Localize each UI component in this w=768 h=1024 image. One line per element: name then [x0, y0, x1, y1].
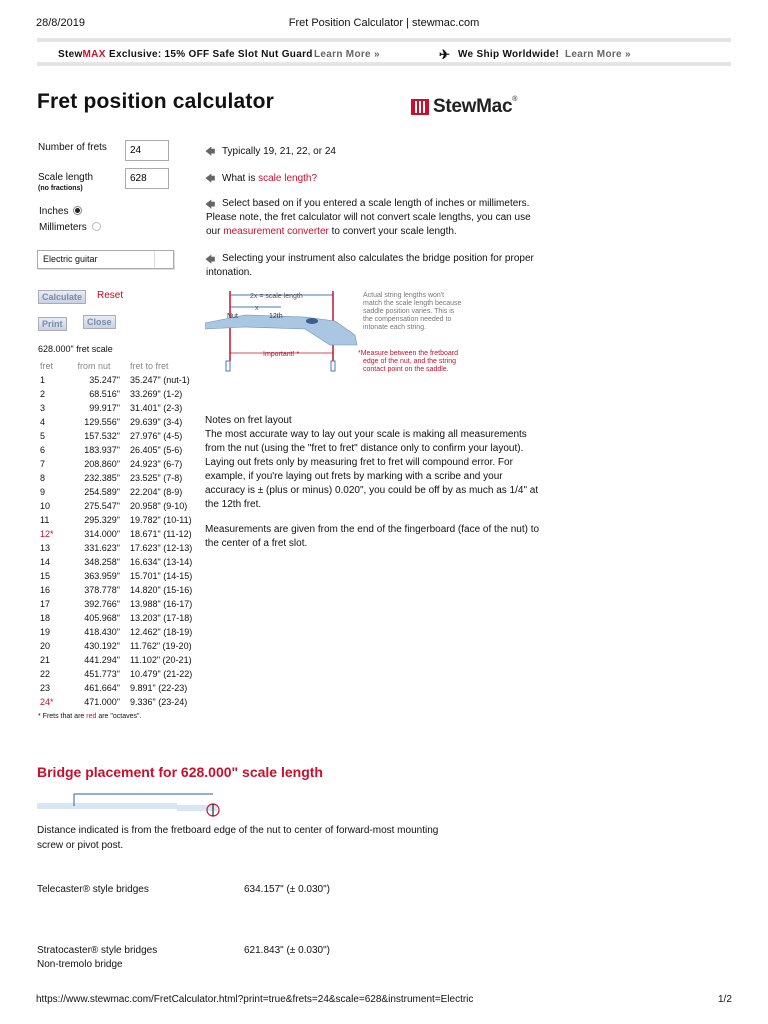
fret-row	[38, 429, 210, 443]
fret-row	[38, 415, 210, 429]
note-scale-length	[222, 171, 317, 187]
fret-to-fret: 14.820" (15-16)	[130, 585, 193, 595]
fret-table	[38, 359, 210, 709]
fret-to-fret: 31.401" (2-3)	[130, 403, 183, 413]
reset-link[interactable]: Reset	[97, 290, 124, 301]
fret-row	[38, 541, 210, 555]
left-arrow-icon: 🡄	[205, 174, 216, 185]
fret-from-nut: 157.532"	[84, 431, 120, 441]
fret-row	[38, 499, 210, 513]
diagram-red-3: contact point on the saddle.	[363, 366, 449, 373]
measurement-note-line: the center of a fret slot.	[205, 538, 308, 549]
fret-to-fret: 11.762" (19-20)	[130, 641, 192, 651]
col-fret: fret	[40, 361, 54, 371]
fret-to-fret: 22.204" (8-9)	[130, 487, 183, 497]
banner-promo-text: Exclusive: 15% OFF Safe Slot Nut Guard	[109, 49, 313, 60]
left-arrow-icon: 🡄	[205, 147, 216, 158]
note-scale-prefix: What is	[222, 173, 259, 184]
instrument-select[interactable]	[37, 250, 174, 269]
fret-number: 16	[40, 585, 51, 595]
frets-input[interactable]	[125, 140, 169, 161]
layout-notes-line: accuracy is ± (plus or minus) 0.020", you could be off by as much as 1/4" at	[205, 485, 539, 496]
fret-row	[38, 387, 210, 401]
fret-number: 13	[40, 543, 51, 553]
fret-row	[38, 611, 210, 625]
banner-shipping-text: We Ship Worldwide!	[458, 49, 560, 60]
fret-from-nut: 461.664"	[84, 683, 120, 693]
footnote-post: are "octaves".	[96, 713, 142, 720]
fret-row	[38, 471, 210, 485]
fret-to-fret: 27.976" (4-5)	[130, 431, 183, 441]
fret-from-nut: 99.917"	[89, 403, 120, 413]
fret-from-nut: 348.258"	[84, 557, 120, 567]
note-frets: Typically 19, 21, 22, or 24	[222, 146, 336, 157]
layout-notes-line: Laying out frets only by measuring fret to fret will compound error. For	[205, 457, 513, 468]
fret-row	[38, 625, 210, 639]
label-nut: Nut	[227, 313, 238, 320]
brand-prefix: Stew	[58, 49, 83, 60]
fret-number: 12*	[40, 529, 54, 539]
fret-to-fret: 10.479" (21-22)	[130, 669, 193, 679]
fret-to-fret: 23.525" (7-8)	[130, 473, 183, 483]
radio-empty-icon[interactable]	[92, 222, 101, 231]
radio-selected-icon[interactable]	[73, 206, 82, 215]
measurement-converter-link[interactable]: measurement converter	[223, 226, 329, 237]
fret-row	[38, 583, 210, 597]
fret-from-nut: 208.860"	[84, 459, 120, 469]
fret-row	[38, 401, 210, 415]
fret-row	[38, 569, 210, 583]
fret-from-nut: 68.516"	[89, 389, 120, 399]
fret-from-nut: 232.385"	[84, 473, 120, 483]
logo-text: StewMac	[433, 96, 513, 117]
fret-from-nut: 471.000"	[84, 697, 120, 707]
fret-to-fret: 24.923" (6-7)	[130, 459, 183, 469]
fret-row	[38, 373, 210, 387]
calculate-button[interactable]: Calculate	[38, 290, 86, 304]
fret-from-nut: 314.000"	[84, 529, 120, 539]
fret-from-nut: 363.959"	[84, 571, 120, 581]
fret-row	[38, 457, 210, 471]
print-button[interactable]: Print	[38, 317, 67, 331]
fret-from-nut: 331.623"	[84, 543, 120, 553]
diagram-text-2: match the scale length because	[363, 300, 462, 307]
fret-to-fret: 9.336" (23-24)	[130, 697, 188, 707]
stewmac-logo[interactable]	[411, 96, 517, 118]
fret-number: 11	[40, 515, 50, 525]
strat-value: 621.843" (± 0.030")	[244, 945, 330, 956]
frets-label: Number of frets	[38, 142, 107, 153]
diagram-text-4: the compensation needed to	[363, 316, 452, 323]
fret-row	[38, 597, 210, 611]
page-title: Fret position calculator	[37, 90, 274, 113]
instrument-value: Electric guitar	[43, 254, 98, 264]
fret-number: 14	[40, 557, 51, 567]
fret-scale-title: 628.000" fret scale	[38, 344, 113, 354]
fret-to-fret: 20.958" (9-10)	[130, 501, 188, 511]
diagram-text-3: saddle position varies. This is	[363, 308, 455, 315]
scale-length-link[interactable]: scale length?	[258, 173, 318, 184]
octave-footnote	[38, 713, 141, 720]
bridge-heading: Bridge placement for 628.000" scale length	[37, 764, 323, 780]
fret-to-fret: 9.891" (22-23)	[130, 683, 188, 693]
fret-to-fret: 12.462" (18-19)	[130, 627, 193, 637]
fret-number: 6	[40, 445, 46, 455]
banner-brand	[58, 49, 106, 60]
promo-banner	[37, 38, 731, 66]
fret-from-nut: 129.556"	[84, 417, 120, 427]
scale-length-sublabel: (no fractions)	[38, 185, 83, 192]
col-fret-to-fret: fret to fret	[130, 361, 169, 371]
fret-from-nut: 254.589"	[84, 487, 120, 497]
note-units-line3	[206, 224, 457, 240]
fret-to-fret: 29.639" (3-4)	[130, 417, 183, 427]
unit-inches-label: Inches	[39, 206, 69, 217]
fret-row	[38, 443, 210, 457]
layout-notes-line: from the nut (using the "fret to fret" distance only to confirm your layout).	[205, 443, 524, 454]
fret-from-nut: 378.778"	[84, 585, 120, 595]
fret-row	[38, 485, 210, 499]
col-from-nut: from nut	[77, 361, 111, 371]
unit-mm-label: Millimeters	[39, 222, 87, 233]
diagram-red-2: edge of the nut, and the string	[363, 358, 457, 365]
fret-to-fret: 26.405" (5-6)	[130, 445, 183, 455]
layout-notes-line: The most accurate way to lay out your scale is making all measurements	[205, 429, 527, 440]
fret-number: 1	[40, 375, 46, 385]
stewmac-logo-mark	[411, 99, 429, 115]
fret-number: 18	[40, 613, 51, 623]
fret-table-header	[38, 359, 210, 373]
fret-from-nut: 35.247"	[89, 375, 120, 385]
promo-learn-more-link[interactable]: Learn More »	[314, 49, 380, 60]
note-units-line2: Please note, the fret calculator will not convert scale lengths, you can use	[206, 212, 531, 223]
print-page-title: Fret Position Calculator | stewmac.com	[288, 17, 480, 29]
fret-number: 7	[40, 459, 46, 469]
fret-to-fret: 17.623" (12-13)	[130, 543, 193, 553]
fret-number: 17	[40, 599, 51, 609]
bridge-diagram	[37, 791, 247, 819]
tele-label: Telecaster® style bridges	[37, 884, 149, 895]
fret-from-nut: 405.968"	[84, 613, 120, 623]
left-arrow-icon: 🡄	[205, 255, 216, 266]
label-important: Important! *	[263, 351, 300, 358]
measurement-note-line: Measurements are given from the end of the fingerboard (face of the nut) to	[205, 524, 540, 535]
fret-row	[38, 555, 210, 569]
layout-notes-line: example, if you're laying out frets by marking with a scribe and your	[205, 471, 503, 482]
fret-row	[38, 513, 210, 527]
note-our: our	[206, 226, 224, 237]
fret-from-nut: 295.329"	[84, 515, 120, 525]
scale-length-input[interactable]	[125, 168, 169, 189]
print-url: https://www.stewmac.com/FretCalculator.html?print=true&frets=24&scale=628&instrument=Electric	[36, 994, 474, 1005]
left-arrow-icon: 🡄	[205, 200, 216, 211]
footnote-red: red	[86, 713, 97, 720]
strat-label: Stratocaster® style bridges	[37, 945, 158, 956]
fret-from-nut: 441.294"	[84, 655, 120, 665]
fret-number: 3	[40, 403, 46, 413]
fret-number: 19	[40, 627, 51, 637]
note-units-tail: to convert your scale length.	[328, 226, 457, 237]
logo-registered: ®	[512, 96, 518, 103]
fret-number: 4	[40, 417, 46, 427]
fret-number: 8	[40, 473, 46, 483]
label-2x-scale: 2x = scale length	[250, 293, 303, 300]
fret-to-fret: 18.671" (11-12)	[130, 529, 192, 539]
fret-number: 5	[40, 431, 46, 441]
fret-from-nut: 392.766"	[84, 599, 120, 609]
close-button[interactable]: Close	[83, 315, 116, 329]
fret-to-fret: 19.782" (10-11)	[130, 515, 192, 525]
strat-sublabel: Non-tremolo bridge	[37, 959, 123, 970]
fret-to-fret: 33.269" (1-2)	[130, 389, 183, 399]
label-x: x	[255, 305, 259, 312]
print-date: 28/8/2019	[36, 17, 85, 29]
fret-number: 21	[40, 655, 51, 665]
fret-row	[38, 527, 210, 541]
layout-notes-heading: Notes on fret layout	[205, 415, 292, 426]
fret-row	[38, 681, 210, 695]
fret-number: 24*	[40, 697, 54, 707]
footnote-pre: * Frets that are	[38, 713, 87, 720]
shipping-learn-more-link[interactable]: Learn More »	[565, 49, 631, 60]
diagram-text-5: intonate each string.	[363, 324, 427, 331]
fret-to-fret: 15.701" (14-15)	[130, 571, 193, 581]
fret-row	[38, 653, 210, 667]
fret-to-fret: 13.988" (16-17)	[130, 599, 193, 609]
print-page-number: 1/2	[718, 994, 732, 1005]
fret-number: 20	[40, 641, 51, 651]
fret-from-nut: 275.547"	[84, 501, 120, 511]
layout-notes-line: the 12th fret.	[205, 499, 262, 510]
fret-row	[38, 639, 210, 653]
fret-to-fret: 16.634" (13-14)	[130, 557, 193, 567]
note-units-line1: Select based on if you entered a scale length of inches or millimeters.	[222, 198, 530, 209]
fret-to-fret: 13.203" (17-18)	[130, 613, 193, 623]
fret-row	[38, 667, 210, 681]
bridge-desc-line2: screw or pivot post.	[37, 840, 124, 851]
dropdown-icon	[154, 251, 173, 268]
tele-value: 634.157" (± 0.030")	[244, 884, 330, 895]
fret-number: 15	[40, 571, 51, 581]
airplane-icon: ✈	[439, 47, 451, 62]
fret-number: 10	[40, 501, 51, 511]
fret-number: 22	[40, 669, 51, 679]
fret-table-body	[38, 373, 210, 709]
scale-length-diagram	[205, 285, 505, 375]
fret-number: 23	[40, 683, 51, 693]
fret-from-nut: 418.430"	[84, 627, 120, 637]
note-instrument-line1: Selecting your instrument also calculates the bridge position for proper	[222, 253, 534, 264]
diagram-text-1: Actual string lengths won't	[363, 292, 445, 299]
fret-number: 9	[40, 487, 46, 497]
fret-to-fret: 35.247" (nut-1)	[130, 375, 190, 385]
scale-length-label: Scale length	[38, 172, 94, 183]
fret-number: 2	[40, 389, 46, 399]
fret-from-nut: 451.773"	[84, 669, 120, 679]
fret-from-nut: 183.937"	[84, 445, 120, 455]
note-instrument-line2: intonation.	[206, 267, 253, 278]
fret-from-nut: 430.192"	[84, 641, 120, 651]
label-12th: 12th	[269, 313, 283, 320]
bridge-desc-line1: Distance indicated is from the fretboard edge of the nut to center of forward-most mounting	[37, 825, 439, 836]
fret-to-fret: 11.102" (20-21)	[130, 655, 192, 665]
brand-suffix: MAX	[82, 49, 106, 60]
diagram-red-1: *Measure between the fretboard	[358, 350, 459, 357]
fret-row	[38, 695, 210, 709]
